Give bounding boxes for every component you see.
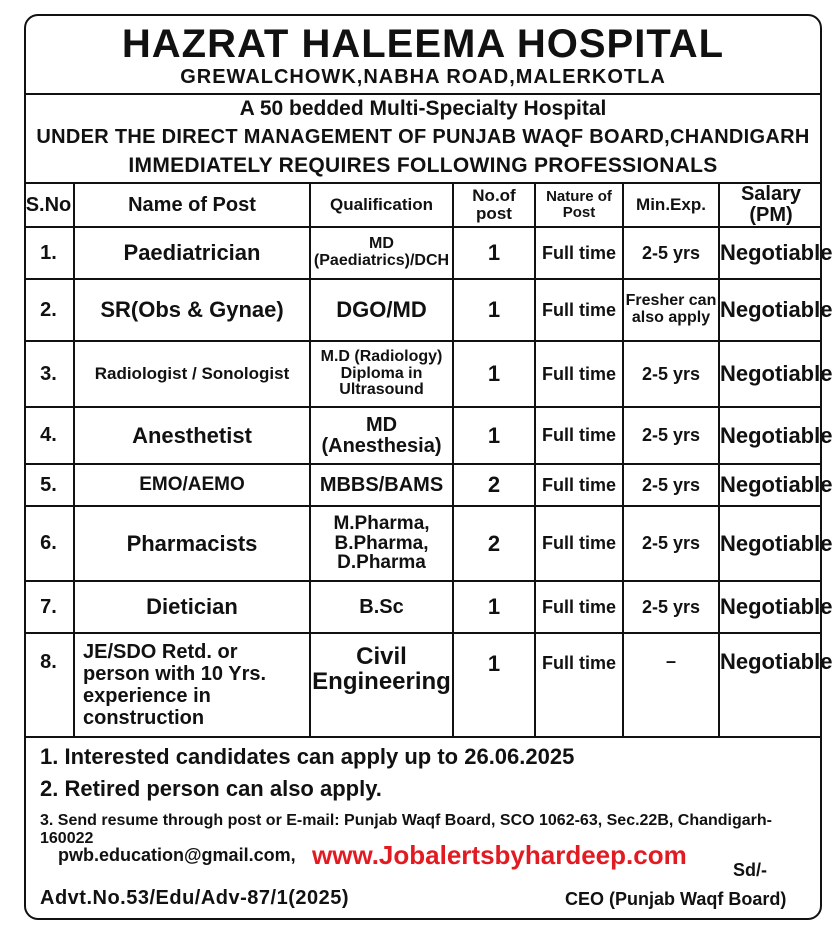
cell-posts: 1 — [453, 407, 535, 464]
cell-posts: 2 — [453, 464, 535, 506]
cell-sno: 4. — [24, 407, 74, 464]
signature-mark: Sd/- — [733, 860, 767, 880]
cell-salary: Negotiable — [719, 341, 822, 407]
cell-qualification: M.Pharma, B.Pharma, D.Pharma — [310, 506, 453, 581]
cell-nature: Full time — [535, 227, 623, 279]
cell-experience: 2-5 yrs — [623, 407, 719, 464]
hospital-description: A 50 bedded Multi-Specialty Hospital — [239, 97, 607, 120]
header-divider — [24, 93, 822, 95]
vacancy-table — [24, 183, 833, 738]
cell-salary: Negotiable — [719, 506, 822, 581]
cell-nature: Full time — [535, 506, 623, 581]
cell-qualification: DGO/MD — [310, 279, 453, 341]
cell-post-name: Radiologist / Sonologist — [74, 341, 310, 407]
col-header-salary: Salary (PM) — [719, 184, 822, 227]
management-line: UNDER THE DIRECT MANAGEMENT OF PUNJAB WAQF BOARD,CHANDIGARH — [36, 126, 810, 148]
cell-nature: Full time — [535, 581, 623, 633]
cell-sno: 3. — [24, 341, 74, 407]
col-header-name: Name of Post — [74, 184, 310, 227]
cell-sno: 2. — [24, 279, 74, 341]
cell-sno: 8. — [24, 633, 74, 737]
cell-sno: 6. — [24, 506, 74, 581]
cell-post-name: JE/SDO Retd. or person with 10 Yrs. experience in construction — [74, 633, 310, 737]
cell-post-name: Dietician — [74, 581, 310, 633]
col-header-sno: S.No — [24, 184, 74, 227]
cell-experience: 2-5 yrs — [623, 464, 719, 506]
table-row — [24, 227, 822, 279]
cell-nature: Full time — [535, 341, 623, 407]
cell-sno: 7. — [24, 581, 74, 633]
cell-experience: 2-5 yrs — [623, 581, 719, 633]
table-row — [24, 581, 822, 633]
cell-posts: 1 — [453, 279, 535, 341]
cell-post-name: Paediatrician — [74, 227, 310, 279]
cell-sno: 1. — [24, 227, 74, 279]
requirement-line: IMMEDIATELY REQUIRES FOLLOWING PROFESSIONALS — [128, 154, 718, 177]
table-row — [24, 506, 822, 581]
cell-salary: Negotiable — [719, 633, 822, 737]
cell-salary: Negotiable — [719, 581, 822, 633]
cell-salary: Negotiable — [719, 464, 822, 506]
cell-posts: 1 — [453, 227, 535, 279]
cell-posts: 1 — [453, 581, 535, 633]
cell-posts: 1 — [453, 633, 535, 737]
col-header-posts: No.of post — [453, 184, 535, 227]
cell-post-name: SR(Obs & Gynae) — [74, 279, 310, 341]
cell-experience: 2-5 yrs — [623, 341, 719, 407]
table-row — [24, 407, 822, 464]
cell-experience: 2-5 yrs — [623, 227, 719, 279]
cell-experience: Fresher can also apply — [623, 279, 719, 341]
cell-nature: Full time — [535, 633, 623, 737]
signatory-title: CEO (Punjab Waqf Board) — [565, 889, 787, 909]
cell-nature: Full time — [535, 407, 623, 464]
cell-salary: Negotiable — [719, 279, 822, 341]
cell-nature: Full time — [535, 279, 623, 341]
cell-qualification: B.Sc — [310, 581, 453, 633]
note-retired: 2. Retired person can also apply. — [40, 776, 382, 801]
col-header-nature: Nature of Post — [535, 184, 623, 227]
table-row — [24, 464, 822, 506]
cell-post-name: Pharmacists — [74, 506, 310, 581]
advertisement-number: Advt.No.53/Edu/Adv-87/1(2025) — [40, 887, 350, 909]
hospital-address: GREWALCHOWK,NABHA ROAD,MALERKOTLA — [180, 66, 666, 88]
cell-qualification: MD (Paediatrics)/DCH — [310, 227, 453, 279]
cell-qualification: M.D (Radiology) Diploma in Ultrasound — [310, 341, 453, 407]
cell-nature: Full time — [535, 464, 623, 506]
cell-experience: – — [623, 633, 719, 737]
cell-salary: Negotiable — [719, 407, 822, 464]
cell-sno: 5. — [24, 464, 74, 506]
contact-email: pwb.education@gmail.com, — [58, 845, 296, 865]
note-send-resume: 3. Send resume through post or E-mail: Punjab Waqf Board, SCO 1062-63, Sec.22B, Chandigarh-160022 — [40, 812, 772, 847]
cell-posts: 2 — [453, 506, 535, 581]
cell-qualification: Civil Engineering — [310, 633, 453, 737]
hospital-name: HAZRAT HALEEMA HOSPITAL — [121, 22, 725, 66]
table-row — [24, 341, 822, 407]
cell-post-name: EMO/AEMO — [74, 464, 310, 506]
cell-salary: Negotiable — [719, 227, 822, 279]
cell-qualification: MD (Anesthesia) — [310, 407, 453, 464]
cell-posts: 1 — [453, 341, 535, 407]
cell-post-name: Anesthetist — [74, 407, 310, 464]
col-header-qualification: Qualification — [310, 184, 453, 227]
table-row — [24, 633, 822, 737]
col-header-exp: Min.Exp. — [623, 184, 719, 227]
cell-experience: 2-5 yrs — [623, 506, 719, 581]
note-apply-date: 1. Interested candidates can apply up to 26.06.2025 — [40, 744, 575, 769]
notes-section — [40, 744, 820, 848]
cell-qualification: MBBS/BAMS — [310, 464, 453, 506]
website-watermark: www.Jobalertsbyhardeep.com — [312, 840, 687, 870]
table-row — [24, 279, 822, 341]
table-header-row — [24, 184, 822, 227]
